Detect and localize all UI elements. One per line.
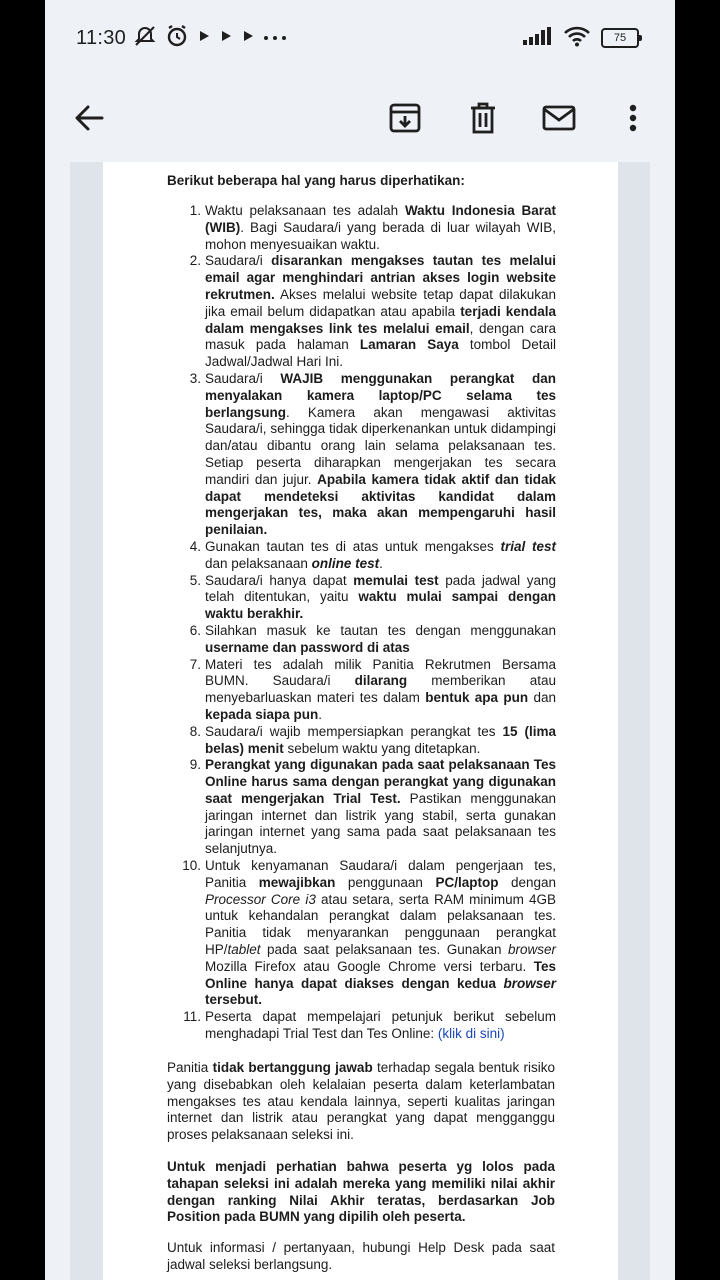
text-segment: username dan password di atas [205, 639, 410, 655]
text-segment: Untuk informasi / pertanyaan, hubungi Help Desk pada saat jadwal seleksi berlangsung. [167, 1240, 555, 1272]
text-segment: tablet [227, 942, 261, 958]
text-segment: tombol Detail Jadwal/Jadwal Hari Ini. [205, 337, 556, 370]
text-segment: Pastikan menggunakan jaringan internet dan listrik yang stabil, serta gunakan jaringan internet yang sama pada saat pelaksanaan tes selanjutnya. [205, 790, 556, 857]
help-link[interactable]: (klik di sini) [437, 1026, 505, 1042]
signal-icon [523, 27, 553, 50]
text-segment: Tes Online hanya dapat diakses dengan kedua [205, 958, 556, 991]
disclaimer-paragraph [167, 1060, 555, 1144]
text-segment: Untuk menjadi perhatian bahwa peserta yg lolos pada tahapan seleksi ini adalah mereka yang memiliki nilai akhir dengan ranking Nilai Akhir teratas, berdasarkan Job Position pada BUMN yang dipilih oleh peserta. [167, 1159, 555, 1225]
text-segment: Processor Core i3 [205, 891, 316, 907]
text-segment: browser [503, 975, 556, 991]
mute-icon [133, 25, 157, 52]
text-segment: memberikan atau menyebarluaskan materi tes dalam [205, 673, 556, 706]
back-button[interactable] [65, 94, 113, 142]
text-segment: pada jadwal yang telah ditentukan, yaitu [205, 572, 556, 605]
text-segment: . Bagi Saudara/i yang berada di luar wilayah WIB, mohon menyesuaikan waktu. [205, 219, 556, 252]
text-segment: dan [528, 690, 557, 706]
list-number: 5. [189, 572, 201, 588]
text-segment: browser [507, 942, 556, 958]
text-segment: Saudara/i wajib mempersiapkan perangkat tes [205, 723, 503, 739]
instruction-list [182, 203, 557, 1043]
text-segment: Saudara/i hanya dapat [205, 572, 354, 588]
list-item [189, 757, 556, 858]
text-segment: tidak bertanggung jawab [212, 1060, 373, 1075]
more-options-button[interactable] [609, 94, 657, 142]
alarm-icon [165, 24, 189, 53]
trash-icon [469, 102, 497, 134]
text-segment: tersebut. [205, 992, 263, 1008]
text-segment: Untuk kenyamanan Saudara/i dalam pengerjaan tes, Panitia [205, 858, 556, 890]
text-segment: WAJIB menggunakan perangkat dan menyalakan kamera laptop/PC selama tes berlangsung [205, 370, 557, 420]
status-time: 11:30 [76, 27, 127, 49]
more-vert-icon [629, 104, 637, 132]
text-segment: dengan [498, 874, 556, 890]
list-number: 2. [189, 253, 201, 269]
list-item [189, 203, 556, 253]
delete-button[interactable] [459, 94, 507, 142]
list-item [182, 858, 556, 1009]
list-number: 6. [189, 622, 201, 638]
list-number: 8. [189, 723, 201, 739]
text-segment: . Kamera akan mengawasi aktivitas Saudara/i, sehingga tidak diperkenankan untuk didampingi dan/atau dibantu orang lain selama pelaksanaan tes. Setiap peserta diharapkan mengerjakan tes secara mandiri dan jujur. [205, 404, 556, 487]
list-item [183, 1009, 556, 1043]
play-icon [197, 29, 211, 48]
list-number: 10. [182, 858, 201, 874]
text-segment: disarankan mengakses tautan tes melalui email agar menghindari antrian akses login website rekrutmen. [205, 253, 556, 302]
text-segment: Gunakan tautan tes di atas untuk mengakses [205, 538, 501, 554]
mark-unread-button[interactable] [535, 94, 583, 142]
battery-icon: 75 [601, 28, 639, 48]
text-segment: Waktu Indonesia Barat (WIB) [205, 203, 556, 235]
back-arrow-icon [74, 105, 104, 131]
archive-button[interactable] [381, 94, 429, 142]
text-segment: Apabila kamera tidak aktif dan tidak dapat mendeteksi aktivitas kandidat dalam mengerjakan tes, maka akan mempengaruhi hasil penilaian. [205, 471, 556, 538]
text-segment: Silahkan masuk ke tautan tes dengan menggunakan [205, 622, 556, 638]
text-segment: terjadi kendala dalam mengakses link tes melalui email [205, 303, 556, 336]
helpdesk-paragraph [167, 1240, 555, 1274]
list-number: 3. [189, 370, 201, 386]
status-bar [45, 0, 675, 78]
list-item [189, 370, 557, 539]
text-segment: mewajibkan [258, 874, 336, 890]
text-segment: PC/laptop [435, 874, 499, 890]
email-heading: Berikut beberapa hal yang harus diperhatikan: [167, 173, 465, 188]
text-segment: Peserta dapat mempelajari petunjuk berikut sebelum menghadapi Trial Test dan Tes Online: [205, 1009, 556, 1042]
text-segment: dan pelaksanaan [205, 555, 312, 571]
text-segment: Akses melalui website tetap dapat dilakukan jika email belum didapatkan atau apabila [205, 286, 556, 319]
text-segment: 15 (lima belas) menit [205, 723, 556, 756]
text-segment: atau setara, serta RAM minimum 4GB untuk kehandalan perangkat dalam pelaksanaan tes. Panitia tidak menyarankan penggunaan perangkat HP/ [205, 891, 556, 958]
text-segment: kepada siapa pun [205, 706, 319, 722]
text-segment: memulai test [353, 572, 439, 588]
email-toolbar [45, 78, 675, 162]
text-segment: Mozilla Firefox atau Google Chrome versi terbaru. [205, 958, 534, 974]
list-item [189, 622, 556, 657]
archive-icon [389, 103, 421, 133]
wifi-icon [563, 25, 591, 52]
list-item [189, 723, 556, 758]
text-segment: Materi tes adalah milik Panitia Rekrutmen Bersama BUMN. Saudara/i [205, 656, 556, 689]
list-number: 4. [189, 538, 201, 554]
text-segment: penggunaan [335, 874, 436, 890]
text-segment: Saudara/i [205, 370, 281, 386]
text-segment: trial test [500, 538, 556, 554]
phone-screen [45, 0, 675, 1280]
list-number: 11. [183, 1009, 201, 1025]
list-item [189, 572, 557, 623]
text-segment: Perangkat yang digunakan pada saat pelaksanaan Tes Online harus sama dengan perangkat yang digunakan saat mengerjakan Trial Test. [205, 757, 556, 806]
text-segment: Waktu pelaksanaan tes adalah [205, 203, 405, 218]
email-paper [103, 162, 618, 1280]
text-segment: dilarang [354, 673, 408, 689]
list-number: 7. [189, 656, 201, 672]
text-segment: sebelum waktu yang ditetapkan. [283, 740, 481, 756]
text-segment: waktu mulai sampai dengan waktu berakhir. [205, 589, 557, 622]
selection-notice-paragraph [167, 1159, 555, 1226]
text-segment: terhadap segala bentuk risiko yang disebabkan oleh kelalaian peserta dalam keterlambatan mengakses tes atau kendala lainnya, seperti kualitas jaringan internet dan listrik atau perangkat yang dapat mengganggu proses pelaksanaan seleksi ini. [167, 1060, 555, 1143]
play-icon [219, 29, 233, 48]
text-segment: online test [311, 555, 380, 571]
list-item [189, 253, 557, 371]
list-number: 1. [189, 203, 201, 218]
text-segment: pada saat pelaksanaan tes. Gunakan [260, 942, 508, 958]
list-number: 9. [189, 757, 201, 773]
text-segment: . [379, 555, 383, 571]
more-notifications-icon [263, 29, 287, 47]
list-item [189, 538, 556, 573]
text-segment: bentuk apa pun [425, 690, 529, 706]
text-segment: Saudara/i [205, 253, 272, 269]
email-body [70, 162, 650, 1280]
text-segment: . [318, 706, 323, 722]
play-icon [241, 29, 255, 48]
text-segment: Lamaran Saya [359, 337, 459, 353]
text-segment: Panitia [167, 1060, 213, 1075]
mail-icon [542, 105, 576, 131]
list-item [189, 656, 557, 724]
text-segment: , dengan cara masuk pada halaman [205, 320, 557, 353]
